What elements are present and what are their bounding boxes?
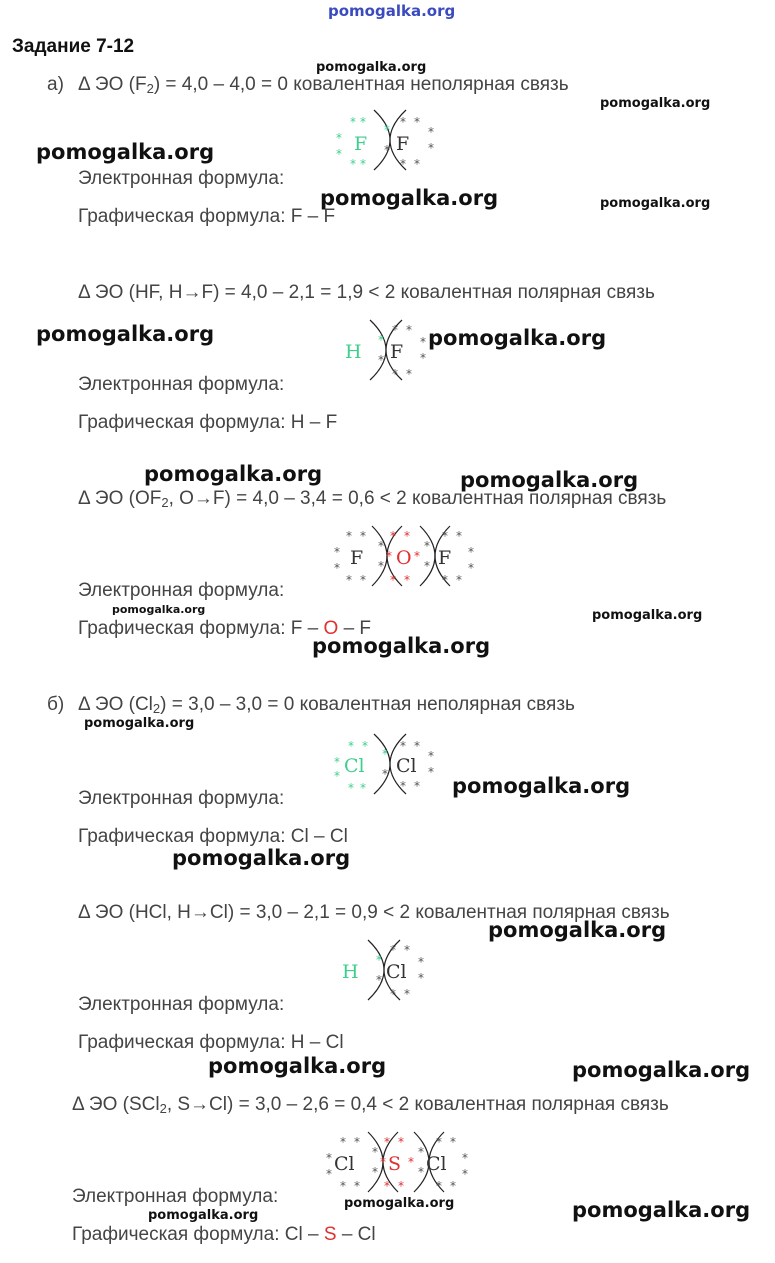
svg-text:*: * xyxy=(392,323,398,337)
hf-equation: Δ ЭО (HF, H→F) = 4,0 – 2,1 = 1,9 < 2 ковалентная полярная связь xyxy=(78,282,655,303)
watermark: pomogalka.org xyxy=(452,774,631,798)
hcl-graphic-formula: Графическая формула: H – Cl xyxy=(78,1032,344,1053)
svg-text:*: * xyxy=(468,545,474,559)
f2-equation: Δ ЭО $(F_2) = 4,0 - 4,0 = 0$ ковалентная неполярная связь xyxy=(78,74,569,96)
of2-equation: Δ ЭО ($OF_2$, O→F) = 4,0 – 3,4 = 0,6 < 2 ковалентная полярная связь xyxy=(78,488,667,510)
watermark: pomogalka.org xyxy=(592,608,703,623)
svg-text:*: * xyxy=(390,573,396,587)
svg-text:*: * xyxy=(424,559,430,573)
svg-text:*: * xyxy=(336,131,342,145)
svg-text:*: * xyxy=(382,747,388,761)
cl2-equation: Δ ЭО $(Cl_2) = 3,0 - 3,0 = 0$ ковалентная неполярная связь xyxy=(78,694,575,716)
watermark: pomogalka.org xyxy=(36,322,215,346)
svg-text:*: * xyxy=(404,573,410,587)
scl2-equation: Δ ЭО (SCl$_2$, S→Cl) = 3,0 – 2,6 = 0,4 < 2 ковалентная полярная связь xyxy=(72,1094,669,1116)
svg-text:*: * xyxy=(378,559,384,573)
scl2-right-cl: Cl xyxy=(426,1153,447,1175)
hcl-electronic-label: Электронная формула: xyxy=(78,994,285,1015)
svg-text:*: * xyxy=(334,545,340,559)
svg-text:*: * xyxy=(414,739,420,753)
svg-text:*: * xyxy=(406,367,412,381)
svg-text:*: * xyxy=(390,943,396,957)
svg-text:*: * xyxy=(350,157,356,171)
watermark: pomogalka.org xyxy=(600,96,711,111)
watermark: pomogalka.org xyxy=(460,468,639,492)
watermark: pomogalka.org xyxy=(600,196,711,211)
svg-text:*: * xyxy=(380,1155,386,1169)
of2-right-f: F xyxy=(438,547,452,569)
f2-right-f: F xyxy=(396,133,410,155)
svg-text:*: * xyxy=(404,943,410,957)
watermark: pomogalka.org xyxy=(428,326,607,350)
svg-text:*: * xyxy=(456,529,462,543)
svg-text:*: * xyxy=(398,1179,404,1193)
watermark: pomogalka.org xyxy=(316,60,427,75)
watermark: pomogalka.org xyxy=(172,846,351,870)
cl2-left-cl: Cl xyxy=(344,755,365,777)
svg-text:*: * xyxy=(418,971,424,985)
hcl-h: H xyxy=(342,961,359,983)
svg-text:*: * xyxy=(378,333,384,347)
svg-text:*: * xyxy=(436,1135,442,1149)
svg-text:*: * xyxy=(376,973,382,987)
svg-text:*: * xyxy=(336,147,342,161)
f2-graphic-formula: Графическая формула: F – F xyxy=(78,206,336,227)
svg-text:*: * xyxy=(462,1151,468,1165)
svg-text:*: * xyxy=(414,157,420,171)
watermark: pomogalka.org xyxy=(208,1054,387,1078)
f2-left-f: F xyxy=(354,133,368,155)
watermark: pomogalka.org xyxy=(36,140,215,164)
of2-electron-diagram xyxy=(330,524,480,589)
svg-text:*: * xyxy=(326,1167,332,1181)
f2-electron-diagram xyxy=(330,108,445,173)
svg-text:*: * xyxy=(436,1179,442,1193)
cl2-graphic-formula: Графическая формула: Cl – Cl xyxy=(78,826,348,847)
svg-text:*: * xyxy=(360,529,366,543)
watermark: pomogalka.org xyxy=(112,603,206,616)
part-a-label: а) xyxy=(47,74,64,95)
site-header-watermark[interactable]: pomogalka.org xyxy=(328,2,456,20)
of2-left-f: F xyxy=(350,547,364,569)
svg-text:*: * xyxy=(406,323,412,337)
scl2-electron-diagram xyxy=(322,1130,472,1195)
scl2-left-cl: Cl xyxy=(334,1153,355,1175)
svg-text:*: * xyxy=(468,561,474,575)
svg-text:*: * xyxy=(420,335,426,349)
svg-text:*: * xyxy=(384,143,390,157)
svg-text:*: * xyxy=(326,1151,332,1165)
svg-text:*: * xyxy=(450,1179,456,1193)
svg-text:*: * xyxy=(392,367,398,381)
hf-electron-diagram xyxy=(340,318,435,383)
svg-text:*: * xyxy=(346,573,352,587)
svg-text:*: * xyxy=(372,1165,378,1179)
scl2-graphic-formula: Графическая формула: Cl – S – Cl xyxy=(72,1224,376,1245)
svg-text:*: * xyxy=(400,779,406,793)
watermark: pomogalka.org xyxy=(144,462,323,486)
svg-text:*: * xyxy=(382,767,388,781)
svg-text:*: * xyxy=(350,115,356,129)
scl2-electronic-label: Электронная формула: xyxy=(72,1186,279,1207)
svg-text:*: * xyxy=(346,529,352,543)
watermark: pomogalka.org xyxy=(84,716,195,731)
svg-text:*: * xyxy=(428,141,434,155)
cl2-electron-diagram xyxy=(330,732,445,797)
svg-text:*: * xyxy=(354,1179,360,1193)
part-b-label: б) xyxy=(47,694,65,715)
watermark: pomogalka.org xyxy=(320,186,499,210)
svg-text:*: * xyxy=(400,115,406,129)
svg-text:*: * xyxy=(450,1135,456,1149)
svg-text:*: * xyxy=(378,353,384,367)
hf-h: H xyxy=(345,341,362,363)
svg-text:*: * xyxy=(428,765,434,779)
watermark: pomogalka.org xyxy=(572,1198,751,1222)
svg-text:*: * xyxy=(418,1165,424,1179)
hcl-cl: Cl xyxy=(386,961,407,983)
svg-text:*: * xyxy=(386,549,392,563)
svg-text:*: * xyxy=(418,955,424,969)
svg-text:*: * xyxy=(400,739,406,753)
svg-text:*: * xyxy=(414,115,420,129)
svg-text:*: * xyxy=(362,739,368,753)
of2-graphic-formula: Графическая формула: F – O – F xyxy=(78,618,372,639)
svg-text:*: * xyxy=(400,157,406,171)
of2-o: O xyxy=(396,547,412,569)
svg-text:*: * xyxy=(398,1135,404,1149)
svg-text:*: * xyxy=(384,1135,390,1149)
watermark: pomogalka.org xyxy=(312,634,491,658)
svg-text:*: * xyxy=(414,779,420,793)
scl2-s: S xyxy=(388,1153,402,1175)
watermark: pomogalka.org xyxy=(488,918,667,942)
svg-text:*: * xyxy=(420,351,426,365)
f2-electronic-label: Электронная формула: xyxy=(78,168,285,189)
svg-text:*: * xyxy=(390,529,396,543)
svg-text:*: * xyxy=(428,125,434,139)
svg-text:*: * xyxy=(360,157,366,171)
svg-text:*: * xyxy=(414,549,420,563)
svg-text:*: * xyxy=(428,749,434,763)
f2-green-electrons xyxy=(336,115,390,171)
hf-f: F xyxy=(390,341,404,363)
of2-electronic-label: Электронная формула: xyxy=(78,580,285,601)
svg-text:*: * xyxy=(384,1179,390,1193)
svg-text:*: * xyxy=(360,781,366,795)
svg-text:*: * xyxy=(340,1179,346,1193)
cl2-electronic-label: Электронная формула: xyxy=(78,788,285,809)
svg-text:*: * xyxy=(372,1145,378,1159)
svg-text:*: * xyxy=(384,123,390,137)
svg-text:*: * xyxy=(354,1135,360,1149)
svg-text:*: * xyxy=(378,539,384,553)
svg-text:*: * xyxy=(348,739,354,753)
hf-graphic-formula: Графическая формула: H – F xyxy=(78,412,338,433)
svg-text:*: * xyxy=(462,1167,468,1181)
hcl-electron-diagram xyxy=(338,938,438,1003)
svg-text:*: * xyxy=(360,115,366,129)
svg-text:*: * xyxy=(390,987,396,1001)
svg-text:*: * xyxy=(424,539,430,553)
page-title: Задание 7-12 xyxy=(12,36,135,57)
svg-text:*: * xyxy=(340,1135,346,1149)
svg-text:*: * xyxy=(334,561,340,575)
watermark: pomogalka.org xyxy=(148,1208,259,1223)
svg-text:*: * xyxy=(376,953,382,967)
svg-text:*: * xyxy=(418,1145,424,1159)
svg-text:*: * xyxy=(334,755,340,769)
svg-text:*: * xyxy=(360,573,366,587)
svg-text:*: * xyxy=(442,529,448,543)
hcl-equation: Δ ЭО (HCl, H→Cl) = 3,0 – 2,1 = 0,9 < 2 ковалентная полярная связь xyxy=(78,902,670,923)
svg-text:*: * xyxy=(408,1155,414,1169)
svg-text:*: * xyxy=(348,781,354,795)
watermark: pomogalka.org xyxy=(344,1196,455,1211)
svg-text:*: * xyxy=(442,573,448,587)
svg-text:*: * xyxy=(404,987,410,1001)
cl2-right-cl: Cl xyxy=(396,755,417,777)
watermark: pomogalka.org xyxy=(572,1058,751,1082)
hf-electronic-label: Электронная формула: xyxy=(78,374,285,395)
svg-text:*: * xyxy=(404,529,410,543)
svg-text:*: * xyxy=(334,769,340,783)
svg-text:*: * xyxy=(456,573,462,587)
